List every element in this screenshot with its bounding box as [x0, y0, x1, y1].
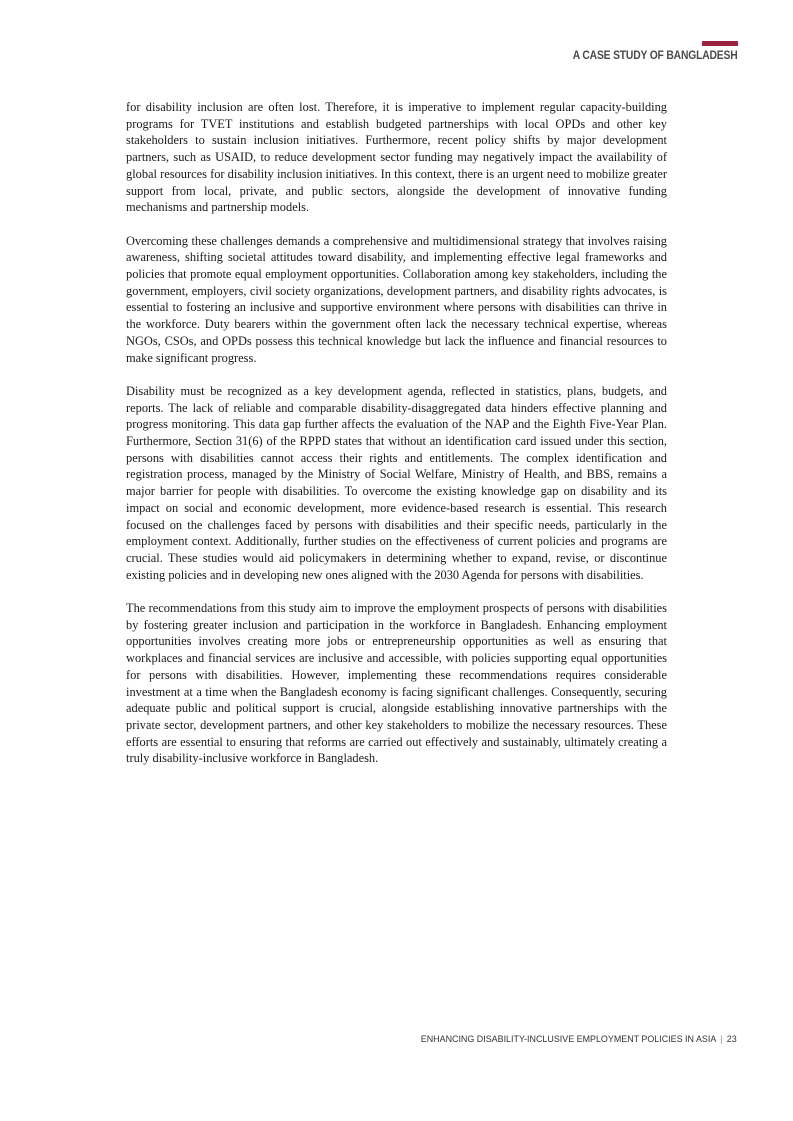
header-accent-bar: [702, 41, 738, 46]
footer-publication-title: ENHANCING DISABILITY-INCLUSIVE EMPLOYMENT POLICIES IN ASIA: [421, 1034, 717, 1045]
footer-separator: |: [720, 1034, 723, 1045]
paragraph: Overcoming these challenges demands a comprehensive and multidimensional strategy that involves raising awareness, shifting societal attitudes toward disability, and implementing effective legal frameworks and policies that promote equal employment opportunities. Collaboration among key stakeholders, including the government, employers, civil society organizations, development partners, and disability rights advocates, is essential to fostering an inclusive and supportive environment where persons with disabilities can thrive in the workforce. Duty bearers within the government often lack the necessary technical expertise, whereas NGOs, CSOs, and OPDs possess this technical knowledge but lack the influence and financial resources to make significant progress.: [126, 233, 667, 365]
paragraph: Disability must be recognized as a key development agenda, reflected in statistics, plans, budgets, and reports. The lack of reliable and comparable disability-disaggregated data hinders effective planning and progress monitoring. This data gap further affects the evaluation of the NAP and the Eighth Five-Year Plan. Furthermore, Section 31(6) of the RPPD states that without an identification card issued under this section, persons with disabilities cannot access their rights and entitlements. The complex identification and registration process, managed by the Ministry of Social Welfare, Ministry of Health, and BBS, remains a major barrier for people with disabilities. To overcome the existing knowledge gap on disability and its impact on social and economic development, more evidence-based research is essential. This research focused on the challenges faced by persons with disabilities and their specific needs, particularly in the employment context. Additionally, further studies on the effectiveness of current policies and programs are crucial. These studies would aid policymakers in determining whether to expand, revise, or discontinue existing policies and in developing new ones aligned with the 2030 Agenda for persons with disabilities.: [126, 383, 667, 582]
running-header-title: A CASE STUDY OF BANGLADESH: [572, 48, 737, 62]
paragraph: for disability inclusion are often lost. Therefore, it is imperative to implement regular capacity-building programs for TVET institutions and establish budgeted partnerships with local OPDs and other key stakeholders to sustain inclusion initiatives. Furthermore, recent policy shifts by major development partners, such as USAID, to reduce development sector funding may negatively impact the availability of global resources for disability inclusion initiatives. In this context, there is an urgent need to mobilize greater support from local, private, and public sectors, alongside the development of innovative funding mechanisms and partnership models.: [126, 100, 667, 215]
paragraph: The recommendations from this study aim to improve the employment prospects of persons with disabilities by fostering greater inclusion and participation in the workforce in Bangladesh. Enhancing employment opportunities involves creating more jobs or entrepreneurship opportunities as well as ensuring that workplaces and financial services are inclusive and accessible, with policies supporting equal opportunities for persons with disabilities. However, implementing these recommendations requires considerable investment at a time when the Bangladesh economy is facing significant challenges. Consequently, securing adequate public and political support is crucial, alongside establishing innovative partnerships with the private sector, development partners, and other key stakeholders to mobilize the necessary resources. These efforts are essential to ensuring that reforms are carried out effectively and sustainably, ultimately creating a truly disability-inclusive workforce in Bangladesh.: [126, 601, 667, 766]
page-number: 23: [727, 1034, 737, 1045]
page-footer: [421, 1034, 737, 1045]
body-text: [126, 99, 667, 784]
